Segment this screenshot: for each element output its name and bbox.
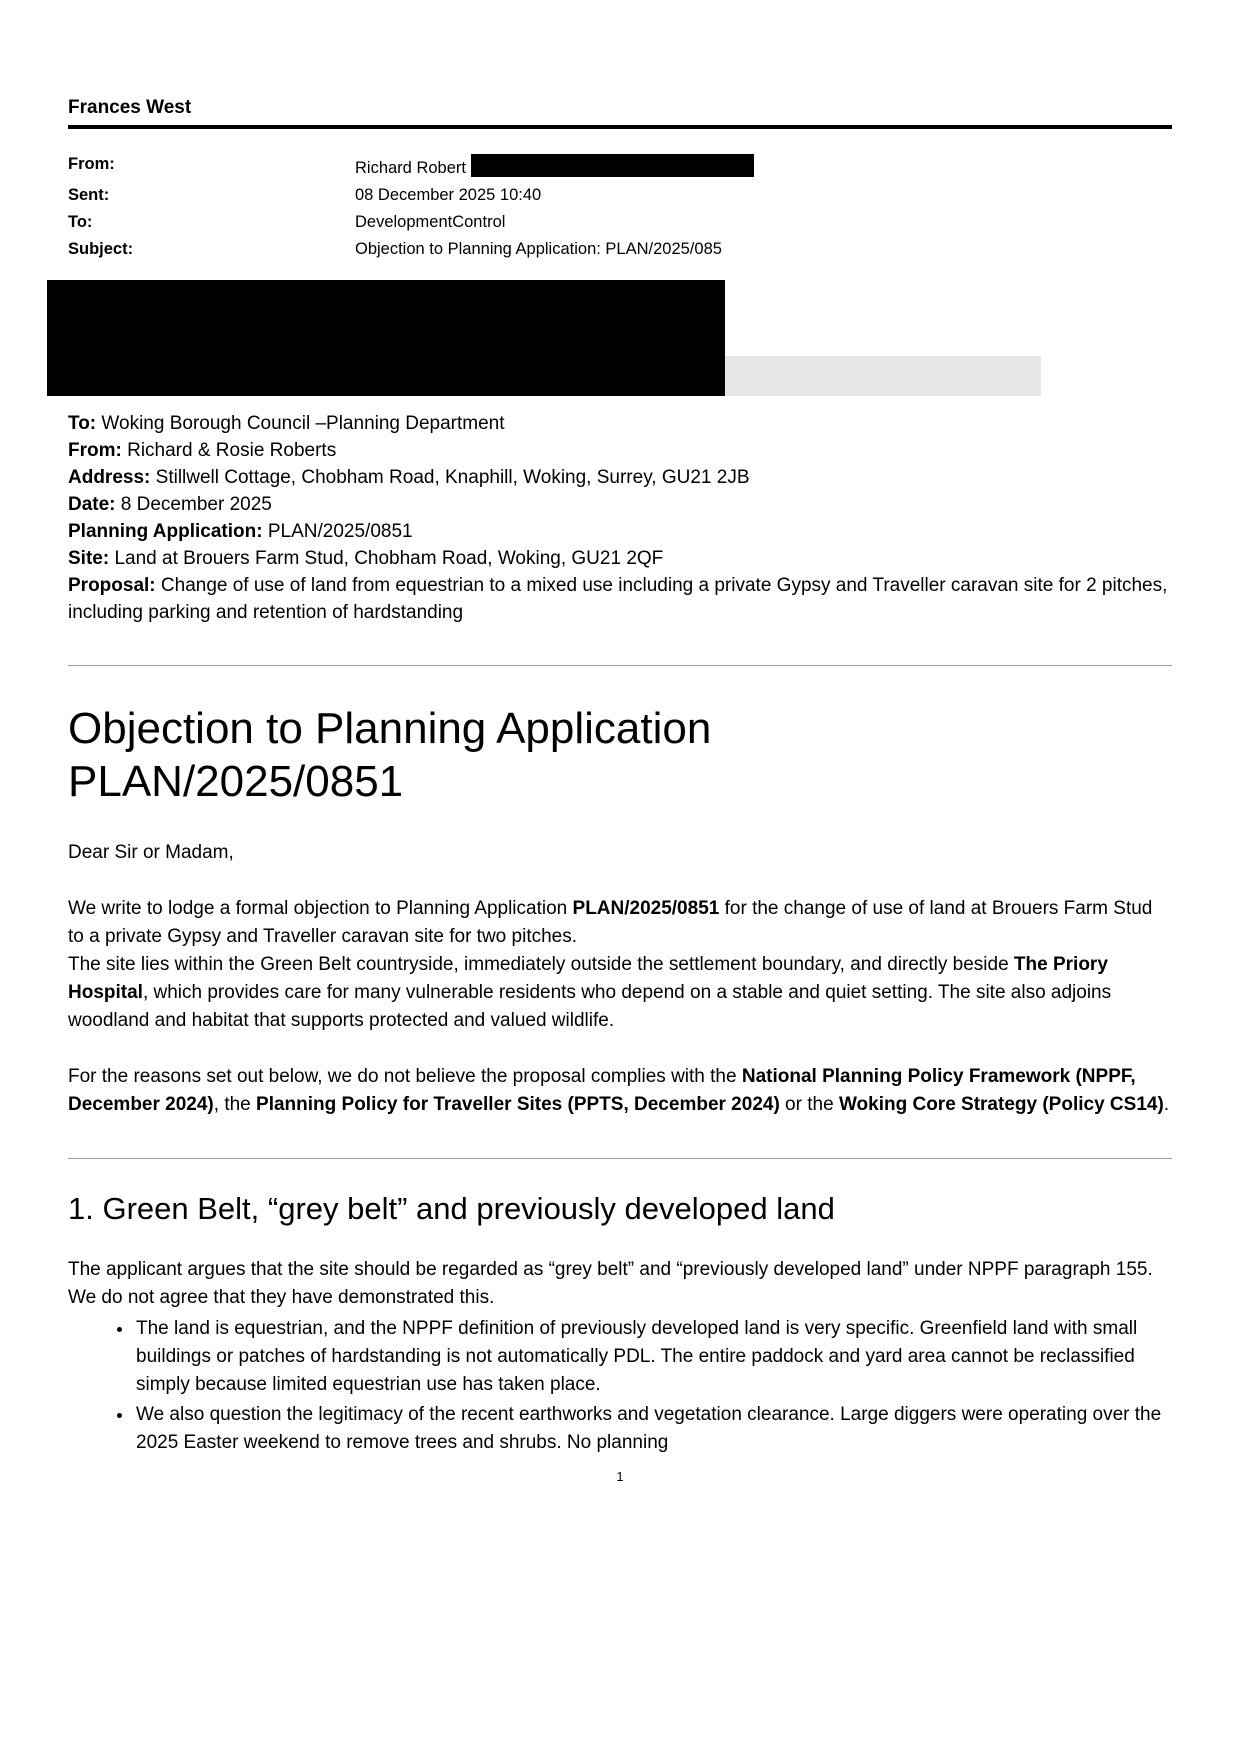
meta-address-label: Address: xyxy=(68,467,151,488)
paragraph-1b xyxy=(68,951,1172,1035)
email-subject-value: Objection to Planning Application: PLAN/2025/085 xyxy=(355,240,722,258)
meta-date-value: 8 December 2025 xyxy=(120,494,272,515)
paragraph-2-seg5-bold: Woking Core Strategy (Policy CS14) xyxy=(838,1094,1164,1115)
section-1-heading: 1. Green Belt, “grey belt” and previously developed land xyxy=(68,1191,835,1226)
paragraph-2 xyxy=(68,1063,1172,1119)
redacted-content-block xyxy=(68,280,1172,396)
meta-line-site xyxy=(68,545,1172,572)
email-from-name: Richard Robert xyxy=(355,159,466,177)
meta-proposal-label: Proposal: xyxy=(68,575,156,596)
letter-title-line1: Objection to Planning Application xyxy=(68,704,712,753)
recipient-name: Frances West xyxy=(68,97,192,118)
paragraph-2-seg6: . xyxy=(1163,1094,1170,1115)
paragraph-1a-seg0: We write to lodge a formal objection to Planning Application xyxy=(68,898,573,919)
page-footer xyxy=(68,1469,1172,1484)
meta-site-value: Land at Brouers Farm Stud, Chobham Road, Woking, GU21 2QF xyxy=(114,548,664,569)
email-sent-label: Sent: xyxy=(68,186,110,204)
salutation: Dear Sir or Madam, xyxy=(68,842,234,863)
email-to-label: To: xyxy=(68,213,93,231)
email-from-value xyxy=(355,154,1172,178)
meta-from-label: From: xyxy=(68,440,122,461)
redaction-grey-strip xyxy=(725,356,1041,396)
meta-proposal-value: Change of use of land from equestrian to a mixed use including a private Gypsy and Traveller caravan site for 2 pitches, including parking and retention of hardstanding xyxy=(68,575,1168,623)
redaction-box-large xyxy=(47,280,725,396)
meta-line-address xyxy=(68,464,1172,491)
letter-title-line2: PLAN/2025/0851 xyxy=(68,757,404,806)
meta-from-value: Richard & Rosie Roberts xyxy=(127,440,337,461)
paragraph-1b-seg0: The site lies within the Green Belt countryside, immediately outside the settlement boundary, and directly beside xyxy=(68,954,1014,975)
paragraph-2-seg3-bold: Planning Policy for Traveller Sites (PPTS, December 2024) xyxy=(256,1094,780,1115)
letter-meta-block xyxy=(68,410,1172,626)
paragraph-1b-seg2: , which provides care for many vulnerable residents who depend on a stable and quiet setting. The site also adjoins woodland and habitat that supports protected and valued wildlife. xyxy=(68,982,1112,1031)
meta-application-value: PLAN/2025/0851 xyxy=(267,521,413,542)
divider-section xyxy=(68,1158,1172,1159)
meta-line-application xyxy=(68,518,1172,545)
meta-to-label: To: xyxy=(68,413,97,434)
document-header xyxy=(68,97,1172,129)
section-1-intro: The applicant argues that the site should be regarded as “grey belt” and “previously developed land” under NPPF paragraph 155. We do not agree that they have demonstrated this. xyxy=(68,1259,1153,1308)
paragraph-1 xyxy=(68,895,1172,1035)
meta-line-to xyxy=(68,410,1172,437)
page-number: 1 xyxy=(616,1469,624,1484)
paragraph-1b-seg1-bold: The Priory Hospital xyxy=(68,954,1108,1003)
paragraph-2-seg4: or the xyxy=(779,1094,839,1115)
email-from-label: From: xyxy=(68,155,115,173)
email-subject-label: Subject: xyxy=(68,240,134,258)
redaction-box-email-address xyxy=(471,154,754,177)
bullet-item-1: • The land is equestrian, and the NPPF definition of previously developed land is very specific. Greenfield land with small buildings or patches of hardstanding is not automatically PDL. The entire paddock and yard area cannot be reclassified simply because limited equestrian use has taken place. xyxy=(134,1315,1172,1399)
divider-top xyxy=(68,665,1172,666)
letter-title xyxy=(68,702,1172,808)
meta-date-label: Date: xyxy=(68,494,116,515)
paragraph-1a xyxy=(68,895,1172,951)
paragraph-2-seg1-bold: National Planning Policy Framework (NPPF, December 2024) xyxy=(68,1066,1136,1115)
paragraph-1a-seg2: for the change of use of land at Brouers Farm Stud to a private Gypsy and Traveller caravan site for two pitches. xyxy=(68,898,1153,947)
email-sent-value: 08 December 2025 10:40 xyxy=(355,186,542,204)
paragraph-1a-seg1-bold: PLAN/2025/0851 xyxy=(572,898,720,919)
paragraph-2-seg2: , the xyxy=(213,1094,257,1115)
email-to-value: DevelopmentControl xyxy=(355,213,506,231)
meta-address-value: Stillwell Cottage, Chobham Road, Knaphill, Woking, Surrey, GU21 2JB xyxy=(155,467,750,488)
meta-to-value: Woking Borough Council –Planning Department xyxy=(101,413,505,434)
bullet-item-2: • We also question the legitimacy of the recent earthworks and vegetation clearance. Large diggers were operating over the 2025 Easter weekend to remove trees and shrubs. No planning xyxy=(134,1401,1172,1457)
meta-site-label: Site: xyxy=(68,548,110,569)
paragraph-2-seg0: For the reasons set out below, we do not believe the proposal complies with the xyxy=(68,1066,742,1087)
meta-line-date xyxy=(68,491,1172,518)
email-header-block xyxy=(68,154,1172,259)
meta-line-proposal xyxy=(68,572,1172,626)
section-1-bullet-list xyxy=(68,1315,1172,1457)
meta-application-label: Planning Application: xyxy=(68,521,263,542)
meta-line-from xyxy=(68,437,1172,464)
